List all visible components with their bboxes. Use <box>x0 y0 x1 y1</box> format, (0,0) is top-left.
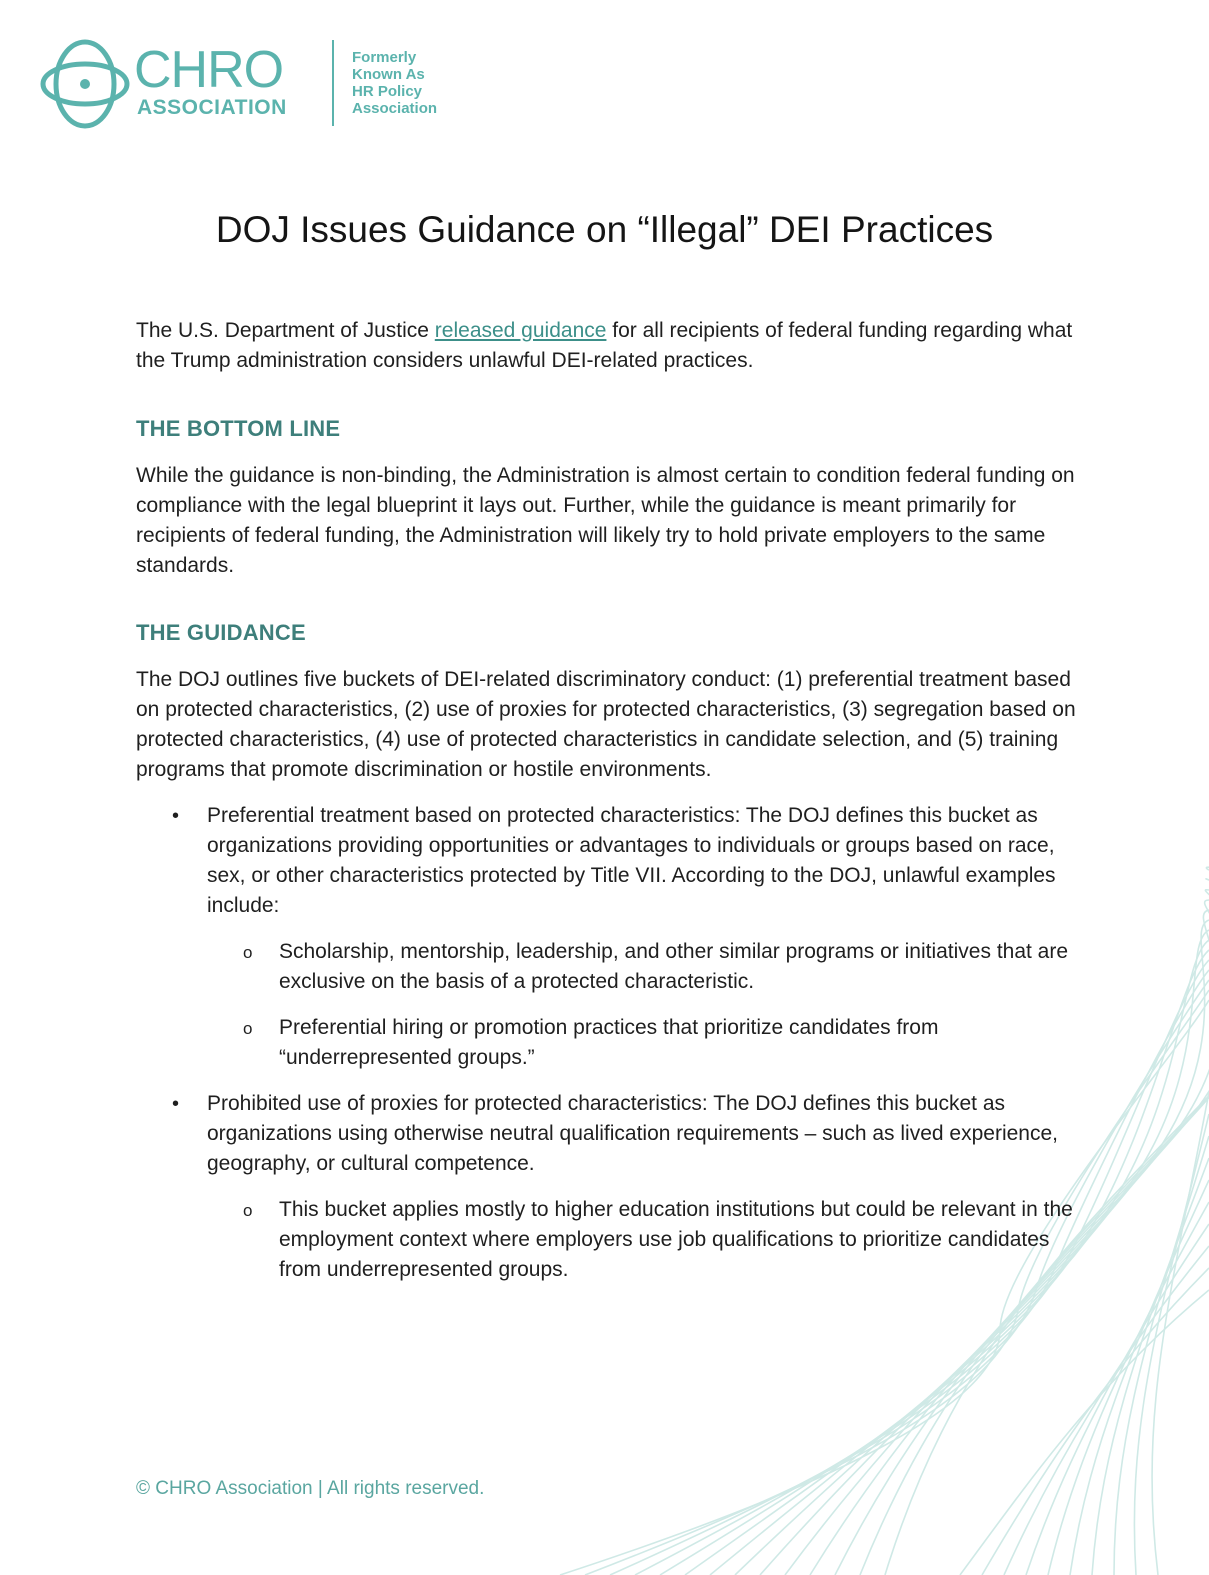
wave-line <box>1070 1180 1209 1575</box>
formerly-known-as-text <box>352 49 437 117</box>
sub-list <box>243 1195 1076 1285</box>
logo-wordmark: CHRO <box>134 41 284 99</box>
wave-line <box>1152 1092 1209 1575</box>
wave-line <box>1004 1246 1209 1575</box>
logo-association-text: ASSOCIATION <box>137 96 287 119</box>
wave-line <box>1134 1114 1209 1575</box>
released-guidance-link[interactable]: released guidance <box>434 319 607 342</box>
formerly-line: Known As <box>352 66 425 83</box>
bucket-text: Preferential treatment based on protected characteristics: The DOJ defines this bucket as organizations providing opportunities or advantages to individuals or groups based on race, sex, or other characteristics protected by Title VII. According to the DOJ, unlawful examples include: <box>207 804 1056 917</box>
document-title: DOJ Issues Guidance on “Illegal” DEI Practices <box>215 209 994 250</box>
formerly-line: Association <box>352 100 438 117</box>
bucket-text: Prohibited use of proxies for protected characteristics: The DOJ defines this bucket as organizations using otherwise neutral qualification requirements – such as lived experience, geography, or cultural competence. <box>207 1092 1058 1175</box>
wave-line <box>960 1290 1209 1575</box>
intro-text-before: The U.S. Department of Justice <box>136 319 435 342</box>
list-item <box>172 801 1076 1073</box>
wave-line <box>982 1268 1209 1575</box>
guidance-paragraph: The DOJ outlines five buckets of DEI-related discriminatory conduct: (1) preferential treatment based on protected characteristics, (2) use of proxies for protected characteristics, (3) segregation based on protected characteristics, (4) use of protected characteristics in candidate selection, and (5) training programs that promote discrimination or hostile environments. <box>136 668 1076 781</box>
copyright-footer: © CHRO Association | All rights reserved. <box>136 1478 485 1499</box>
sub-list-item: o Preferential hiring or promotion practices that prioritize candidates from “underrepresented groups.” <box>243 1013 1076 1073</box>
sub-list-item: o This bucket applies mostly to higher education institutions but could be relevant in the employment context where employers use job qualifications to prioritize candidates from underrepresented groups. <box>243 1195 1076 1285</box>
formerly-line: HR Policy <box>352 83 423 100</box>
intro-paragraph <box>136 316 1076 376</box>
wave-line <box>1114 1136 1209 1575</box>
formerly-line: Formerly <box>352 49 417 66</box>
guidance-heading: THE GUIDANCE <box>136 620 306 645</box>
logo-globe-icon <box>38 38 132 130</box>
list-item <box>172 1089 1076 1285</box>
bottom-line-heading: THE BOTTOM LINE <box>136 416 341 441</box>
sub-list-item: o Scholarship, mentorship, leadership, and other similar programs or initiatives that are exclusive on the basis of a protected characteristic. <box>243 937 1076 997</box>
intro-text-after: for all recipients of federal funding regarding what the Trump administration considers unlawful DEI-related practices. <box>136 319 1073 372</box>
wave-line <box>1092 1158 1209 1575</box>
chro-association-logo <box>38 36 458 132</box>
bucket-list <box>172 801 1076 1285</box>
bottom-line-paragraph: While the guidance is non-binding, the Administration is almost certain to condition federal funding on compliance with the legal blueprint it lays out. Further, while the guidance is meant primarily for recipients of federal funding, the Administration will likely try to hold private employers to the same standards. <box>136 464 1075 577</box>
document-body <box>136 316 1076 1285</box>
sub-list <box>243 937 1076 1073</box>
logo-divider <box>332 40 334 126</box>
